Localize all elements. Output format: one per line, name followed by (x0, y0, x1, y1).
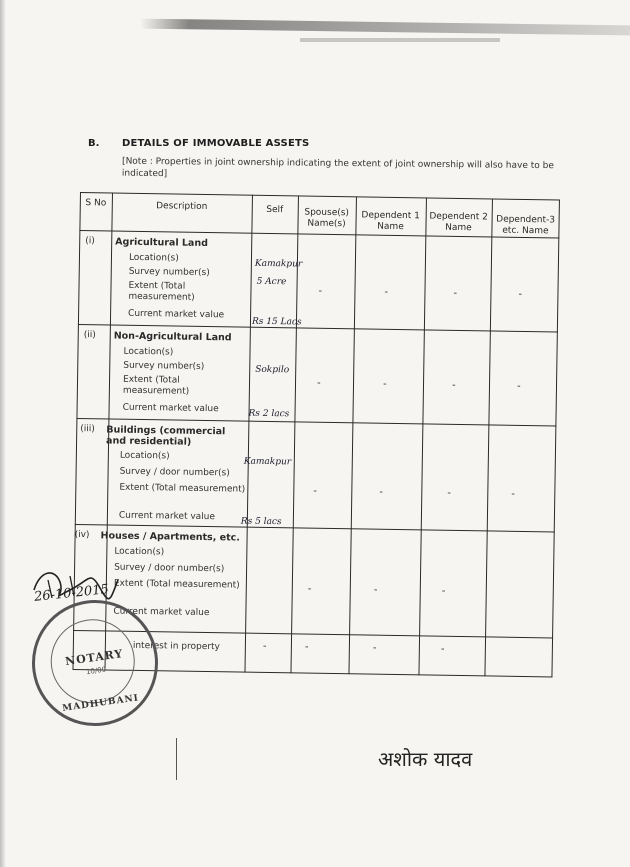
row-number: (iii) (80, 424, 95, 435)
scan-smudge-2 (300, 38, 500, 42)
section-heading: Houses / Apartments, etc. (100, 530, 240, 544)
empty-dash: - (372, 642, 377, 654)
empty-dash: - (516, 380, 521, 392)
handwritten-entry: Sokpilo (255, 364, 290, 376)
item-label: Current market value (122, 402, 219, 415)
handwritten-entry: 5 Acre (256, 276, 287, 288)
empty-dash: - (440, 643, 445, 655)
empty-dash: - (262, 640, 267, 652)
empty-dash: - (511, 488, 515, 500)
item-label: Extent (Total measurement) (122, 374, 190, 397)
empty-dash: - (451, 379, 456, 391)
stamp-word: NOTARY (64, 647, 125, 669)
item-label: Survey / door number(s) (114, 562, 225, 575)
header-sno: S No (85, 198, 107, 209)
handwritten-entry: Rs 2 lacs (248, 408, 290, 420)
row-number: (ii) (83, 330, 96, 341)
item-label: interest in property (132, 640, 220, 653)
item-label: Current market value (128, 308, 225, 321)
item-label: Current market value (118, 510, 216, 523)
header-self: Self (266, 204, 284, 216)
scan-edge-shadow (0, 0, 6, 867)
row-number: (iv) (74, 529, 90, 541)
handwritten-entry: Rs 15 Lacs (251, 316, 302, 328)
section-heading: Non-Agricultural Land (113, 330, 232, 344)
item-label: Survey / door number(s) (119, 466, 230, 479)
item-label: Extent (Total measurement) (113, 578, 240, 591)
row-number: (i) (85, 236, 95, 247)
margin-mark (176, 738, 177, 780)
handwritten-entry: Kamakpur (254, 258, 303, 270)
header-dependent-3: Dependent-3 etc. Name (496, 214, 556, 237)
header-dependent-2: Dependent 2 Name (429, 211, 488, 234)
stamp-place: MADHUBANI (61, 693, 140, 714)
empty-dash: - (313, 485, 318, 497)
empty-dash: - (382, 378, 387, 390)
stamp-registration: 10/09 (85, 665, 107, 677)
item-label: Location(s) (128, 252, 179, 264)
notary-date: 26-10-2015 (33, 582, 110, 605)
empty-dash: - (447, 487, 452, 499)
empty-dash: - (316, 377, 321, 389)
empty-dash: - (307, 583, 312, 595)
section-number: B. (88, 138, 100, 149)
empty-dash: - (384, 286, 389, 298)
item-label: Extent (Total measurement) (128, 280, 195, 303)
header-description: Description (156, 201, 208, 213)
item-label: Survey number(s) (123, 360, 205, 372)
item-label: Location(s) (119, 450, 170, 462)
item-label: Survey number(s) (128, 266, 210, 279)
item-label: Current market value (113, 606, 210, 619)
handwritten-entry: Rs 5 lacs (240, 516, 282, 528)
immovable-assets-table (72, 192, 559, 677)
header-dependent-1: Dependent 1 Name (361, 210, 420, 233)
empty-dash: - (441, 585, 446, 597)
empty-dash: - (518, 288, 523, 300)
empty-dash: - (304, 641, 309, 653)
item-label: Extent (Total measurement) (119, 482, 246, 495)
section-heading: Agricultural Land (115, 236, 209, 250)
section-heading: Buildings (commercial and residential) (106, 424, 226, 448)
declarant-signature: अशोक यादव (378, 747, 473, 771)
empty-dash: - (373, 584, 378, 596)
section-title: DETAILS OF IMMOVABLE ASSETS (122, 138, 310, 149)
scan-smudge (140, 19, 630, 36)
empty-dash: - (453, 287, 458, 299)
section-note: [Note : Properties in joint ownership indicating the extent of joint ownership will also have to be indicated] (121, 156, 554, 180)
handwritten-entry: Kamakpur (243, 456, 292, 468)
item-label: Location(s) (123, 346, 174, 358)
empty-dash: - (318, 285, 323, 297)
item-label: Location(s) (114, 546, 165, 558)
empty-dash: - (379, 486, 384, 498)
header-spouse: Spouse(s) Name(s) (304, 207, 350, 230)
